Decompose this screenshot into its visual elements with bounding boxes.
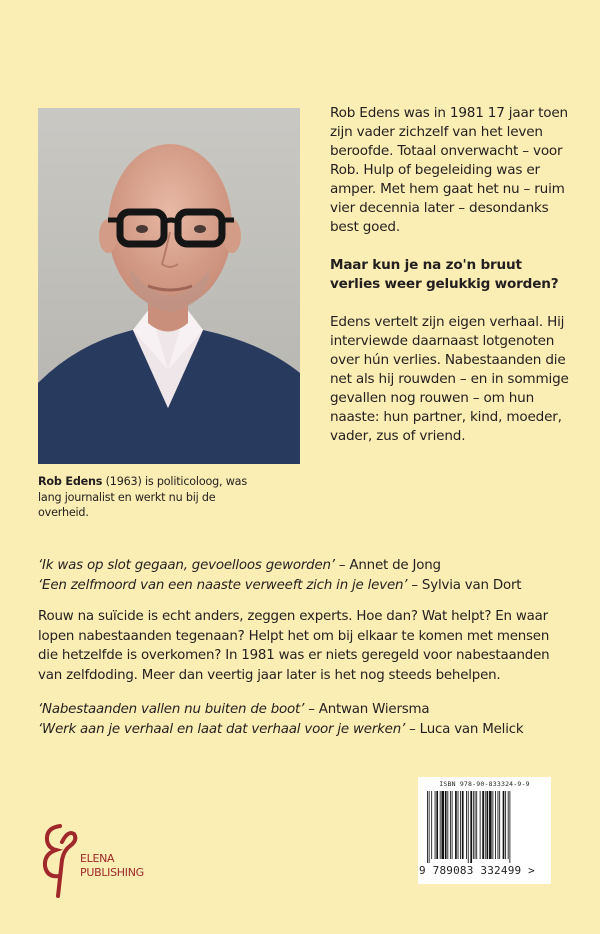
barcode-bar	[436, 791, 438, 859]
bio-paragraph-3: Edens vertelt zijn eigen verhaal. Hij interviewde daarnaast lotgenoten over hún verlies. Nabestaanden die net als hij rouwden – en in sommige gevallen nog rouwen – om hun naaste: hun partner, kind, moeder, vader, zus of vriend.	[330, 314, 569, 444]
barcode-bar	[447, 791, 448, 859]
photo-caption	[38, 474, 268, 521]
barcode-bar	[482, 791, 484, 859]
barcode-bars	[427, 791, 542, 863]
barcode-bar	[492, 791, 493, 859]
quote-text: ‘Werk aan je verhaal en laat dat verhaal voor je werken’	[38, 721, 406, 737]
barcode-bar	[503, 791, 505, 859]
publisher-name-line1: ELENA	[80, 852, 115, 865]
barcode-bar	[480, 791, 481, 859]
barcode-bar	[508, 791, 509, 859]
barcode-bar	[468, 791, 469, 863]
author-portrait-illustration	[38, 108, 300, 464]
barcode-bar	[489, 791, 492, 859]
quote-text: ‘Nabestaanden vallen nu buiten de boot’	[38, 702, 305, 717]
barcode-bar	[455, 791, 457, 859]
barcode-bar	[498, 791, 499, 859]
quote-text: ‘Ik was op slot gegaan, gevoelloos geworden’	[38, 558, 335, 573]
quote-line	[38, 700, 568, 720]
quote-author: – Sylvia van Dort	[407, 577, 522, 593]
author-bio	[330, 104, 575, 465]
barcode-bar	[476, 791, 477, 859]
isbn-barcode	[418, 777, 551, 884]
publisher-name-line2: PUBLISHING	[80, 866, 144, 879]
caption-text: (1963) is politicoloog, was lang journalist en werkt nu bij de overheid.	[38, 475, 247, 519]
barcode-bar	[441, 791, 444, 859]
quotes-bottom	[38, 700, 568, 739]
bio-question: Maar kun je na zo'n bruut verlies weer gelukkig worden?	[330, 257, 559, 292]
barcode-bar	[450, 791, 451, 859]
publisher-name	[80, 852, 144, 880]
barcode-bar	[427, 791, 428, 863]
barcode-bar	[462, 791, 464, 859]
quotes-top	[38, 556, 568, 595]
barcode-bar	[509, 791, 510, 863]
publisher-logo-mark-icon	[38, 820, 82, 900]
barcode-bar	[487, 791, 489, 859]
barcode-bar	[429, 791, 430, 863]
quote-author: – Luca van Melick	[405, 721, 524, 737]
barcode-bar	[505, 791, 506, 859]
quote-line	[38, 556, 568, 576]
quote-text: ‘Een zelfmoord van een naaste verweeft zich in je leven’	[38, 577, 408, 593]
barcode-bar	[431, 791, 432, 859]
quote-author: – Annet de Jong	[334, 558, 441, 573]
barcode-bar	[475, 791, 476, 859]
barcode-bar	[470, 791, 472, 863]
author-photo	[38, 108, 300, 464]
barcode-bar	[460, 791, 461, 859]
barcode-digits: 9 789083 332499 >	[419, 864, 535, 877]
barcode-bar	[495, 791, 496, 859]
barcode-bar	[445, 791, 447, 859]
barcode-bar	[473, 791, 474, 859]
bio-paragraph-1: Rob Edens was in 1981 17 jaar toen zijn vader zichzelf van het leven beroofde. Totaal onverwacht – voor Rob. Hulp of begeleiding was er amper. Met hem gaat het nu – ruim vier decennia later – desondanks best goed.	[330, 105, 568, 235]
quote-line	[38, 720, 568, 740]
barcode-bar	[452, 791, 453, 859]
barcode-bar	[466, 791, 467, 859]
caption-name: Rob Edens	[38, 475, 103, 488]
barcode-bar	[485, 791, 486, 859]
quote-author: – Antwan Wiersma	[304, 702, 430, 717]
barcode-bar	[435, 791, 436, 859]
quote-line	[38, 576, 568, 596]
barcode-bar	[499, 791, 500, 859]
barcode-bar	[440, 791, 441, 859]
barcode-bar	[458, 791, 459, 859]
isbn-label: ISBN 978-90-833324-9-9	[439, 780, 530, 788]
blurb-paragraph: Rouw na suïcide is echt anders, zeggen experts. Hoe dan? Wat helpt? En waar lopen nabestaanden tegenaan? Helpt het om bij elkaar te komen met mensen die hetzelfde is overkomen? In 1981 was er niets geregeld voor nabestaanden van zelfdoding. Meer dan veertig jaar later is het nog steeds behelpen.	[38, 609, 550, 683]
